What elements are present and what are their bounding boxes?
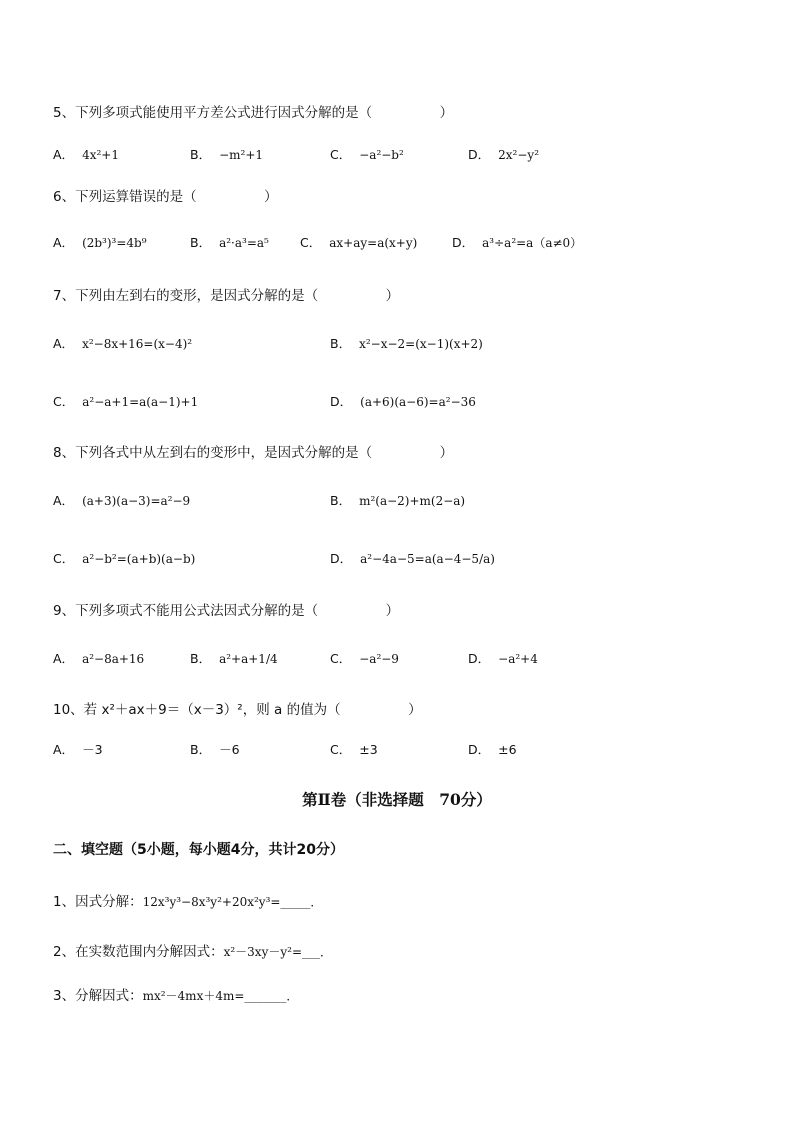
option-expr: −a²−b² [359, 148, 404, 162]
option-label: D． [468, 147, 491, 162]
question-9-stem: 9、下列多项式不能用公式法因式分解的是（ ） [53, 603, 400, 619]
q7-option-a [53, 334, 192, 352]
option-label: A． [53, 336, 75, 351]
q10-option-c [330, 740, 378, 758]
fill-in-3 [53, 984, 298, 1004]
q7-option-c [53, 392, 198, 410]
option-expr: a²−4a−5=a(a−4−5/a) [360, 552, 495, 566]
option-label: C． [330, 147, 352, 162]
q8-option-d [330, 549, 495, 567]
q5-option-c [330, 145, 404, 163]
option-label: A． [53, 493, 75, 508]
option-expr: a²−b²=(a+b)(a−b) [82, 552, 196, 566]
question-7-stem: 7、下列由左到右的变形，是因式分解的是（ ） [53, 288, 400, 304]
fill-in-2 [53, 940, 332, 960]
option-expr: ±3 [359, 742, 378, 757]
q6-option-b [190, 233, 269, 251]
option-expr: −a²−9 [359, 652, 399, 666]
option-label: B． [330, 493, 352, 508]
option-expr: (a+6)(a−6)=a²−36 [360, 395, 476, 409]
option-label: B． [190, 235, 212, 250]
q5-option-a [53, 145, 119, 163]
option-label: C． [53, 394, 75, 409]
q5-option-d [468, 145, 539, 163]
option-expr: (2b³)³=4b⁹ [82, 236, 147, 250]
option-label: C． [53, 551, 75, 566]
fill-in-prefix: 1、因式分解： [53, 894, 143, 910]
option-expr: a³÷a²=a（a≠0） [482, 236, 583, 250]
option-label: D． [330, 394, 353, 409]
option-expr: －6 [219, 742, 240, 757]
option-expr: ax+ay=a(x+y) [329, 236, 418, 250]
option-label: D． [468, 742, 491, 757]
option-label: A． [53, 235, 75, 250]
option-expr: m²(a−2)+m(2−a) [359, 494, 466, 508]
option-label: B． [190, 147, 212, 162]
q8-option-a [53, 491, 190, 509]
option-label: B． [330, 336, 352, 351]
q9-option-a [53, 649, 144, 667]
option-expr: −a²+4 [498, 652, 538, 666]
option-label: D． [330, 551, 353, 566]
q6-option-a [53, 233, 147, 251]
question-8-stem: 8、下列各式中从左到右的变形中，是因式分解的是（ ） [53, 445, 454, 461]
fill-in-expr: mx²－4mx＋4m=_______． [142, 989, 299, 1003]
q10-option-d [468, 740, 517, 758]
option-expr: ±6 [498, 742, 517, 757]
fill-in-prefix: 2、在实数范围内分解因式： [53, 944, 224, 960]
option-expr: a²·a³=a⁵ [219, 236, 269, 250]
section-title: 第Ⅱ卷（非选择题 70分） [302, 790, 492, 809]
option-expr: a²+a+1/4 [219, 652, 278, 666]
q7-option-d [330, 392, 476, 410]
q5-option-b [190, 145, 263, 163]
option-expr: 4x²+1 [82, 148, 119, 162]
option-expr: a²−a+1=a(a−1)+1 [82, 395, 199, 409]
option-label: A． [53, 651, 75, 666]
option-label: D． [452, 235, 475, 250]
fill-in-1 [53, 890, 322, 910]
option-label: C． [330, 651, 352, 666]
fill-in-prefix: 3、分解因式： [53, 988, 143, 1004]
fill-in-expr: 12x³y³−8x³y²+20x²y³=_____． [142, 895, 323, 909]
option-label: C． [300, 235, 322, 250]
q10-option-a [53, 740, 103, 758]
question-10-stem: 10、若 x²＋ax＋9＝（x－3）²，则 a 的值为（ ） [53, 702, 422, 718]
option-label: C． [330, 742, 352, 757]
q10-option-b [190, 740, 240, 758]
option-label: D． [468, 651, 491, 666]
option-label: B． [190, 742, 212, 757]
fill-in-expr: x²－3xy－y²=___． [223, 945, 332, 959]
fill-in-subtitle: 二、填空题（5小题，每小题4分，共计20分） [53, 842, 344, 858]
q9-option-d [468, 649, 538, 667]
option-expr: －3 [82, 742, 103, 757]
q8-option-c [53, 549, 195, 567]
option-expr: a²−8a+16 [82, 652, 145, 666]
q6-option-c [300, 233, 417, 251]
option-expr: (a+3)(a−3)=a²−9 [82, 494, 191, 508]
question-5-stem: 5、下列多项式能使用平方差公式进行因式分解的是（ ） [53, 105, 454, 121]
option-expr: 2x²−y² [498, 148, 539, 162]
q9-option-c [330, 649, 399, 667]
option-expr: x²−x−2=(x−1)(x+2) [359, 337, 483, 351]
option-label: B． [190, 651, 212, 666]
option-label: A． [53, 742, 75, 757]
question-6-stem: 6、下列运算错误的是（ ） [53, 189, 278, 205]
q6-option-d [452, 233, 582, 251]
option-expr: −m²+1 [219, 148, 264, 162]
option-label: A． [53, 147, 75, 162]
q9-option-b [190, 649, 278, 667]
option-expr: x²−8x+16=(x−4)² [82, 337, 193, 351]
q7-option-b [330, 334, 483, 352]
q8-option-b [330, 491, 465, 509]
